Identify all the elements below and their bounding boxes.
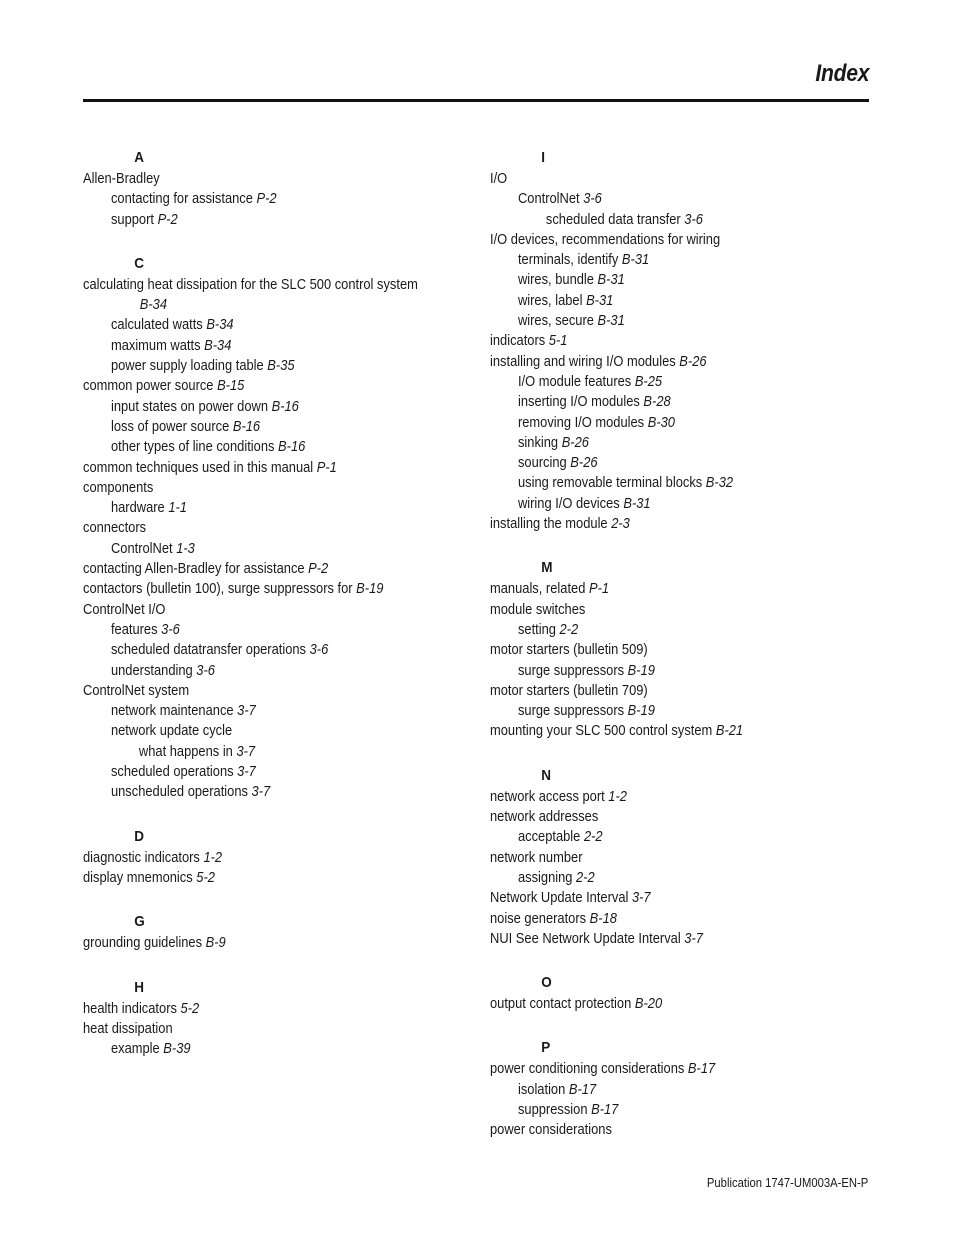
entry-text: display mnemonics bbox=[83, 868, 197, 886]
entry-text: ControlNet I/O bbox=[83, 600, 166, 618]
entry-text: ControlNet bbox=[517, 190, 584, 208]
entry-text: I/O devices, recommendations for wiring bbox=[490, 230, 721, 248]
index-entry bbox=[490, 331, 825, 351]
index-entry bbox=[83, 336, 427, 356]
entry-text: suppression bbox=[517, 1100, 592, 1118]
index-entry bbox=[490, 210, 825, 230]
entry-text: network maintenance bbox=[110, 702, 238, 720]
index-entry bbox=[83, 721, 427, 741]
index-entry bbox=[83, 397, 427, 417]
entry-text: assigning bbox=[517, 868, 577, 886]
entry-text: wires, label bbox=[517, 291, 587, 309]
index-entry bbox=[83, 356, 427, 376]
index-entry bbox=[490, 579, 825, 599]
entry-text: components bbox=[83, 478, 154, 496]
page-reference: B-16 bbox=[232, 417, 261, 435]
index-entry bbox=[83, 762, 427, 782]
page-reference: B-25 bbox=[634, 372, 663, 390]
index-entry bbox=[83, 376, 427, 396]
section-letter: O bbox=[541, 974, 552, 992]
page-reference: B-15 bbox=[217, 377, 245, 395]
index-entry bbox=[490, 494, 825, 514]
page-reference: 5-2 bbox=[196, 868, 215, 886]
index-section bbox=[490, 145, 880, 534]
entry-text: understanding bbox=[110, 661, 197, 679]
page-reference: B-39 bbox=[163, 1040, 191, 1058]
page-reference: B-16 bbox=[271, 397, 299, 415]
entry-text: network update cycle bbox=[110, 722, 233, 740]
index-entry bbox=[490, 620, 825, 640]
page-reference: P-1 bbox=[316, 458, 337, 476]
index-entry bbox=[83, 600, 427, 620]
entry-text: motor starters (bulletin 509) bbox=[490, 641, 648, 659]
index-entry bbox=[490, 413, 825, 433]
index-entry bbox=[490, 1120, 825, 1140]
index-entry bbox=[490, 994, 825, 1014]
index-entry bbox=[83, 579, 427, 599]
page-reference: B-31 bbox=[597, 271, 625, 289]
entry-text: connectors bbox=[83, 519, 147, 537]
entry-text: ControlNet bbox=[110, 539, 177, 557]
page-reference: B-26 bbox=[679, 352, 707, 370]
index-entry bbox=[490, 372, 825, 392]
entry-text: manuals, related bbox=[490, 580, 589, 598]
page-title: Index bbox=[815, 60, 869, 87]
entry-text: grounding guidelines bbox=[83, 934, 206, 952]
index-entry bbox=[83, 848, 427, 868]
section-letter: C bbox=[134, 254, 145, 272]
entry-text: inserting I/O modules bbox=[517, 393, 644, 411]
entry-text: indicators bbox=[490, 332, 549, 350]
page-reference: 1-2 bbox=[608, 787, 627, 805]
index-entry bbox=[490, 189, 825, 209]
index-section bbox=[83, 824, 483, 889]
index-entry bbox=[490, 453, 825, 473]
page-reference: 2-2 bbox=[583, 828, 603, 846]
index-entry bbox=[83, 458, 427, 478]
index-entry bbox=[83, 295, 427, 315]
title-rule bbox=[83, 99, 869, 102]
entry-text: features bbox=[110, 620, 162, 638]
section-letter: P bbox=[541, 1039, 551, 1057]
page-reference: B-30 bbox=[647, 413, 675, 431]
entry-text: contacting for assistance bbox=[110, 190, 257, 208]
index-entry bbox=[83, 999, 427, 1019]
entry-text: scheduled operations bbox=[110, 763, 238, 781]
index-entry bbox=[490, 929, 825, 949]
index-entry bbox=[83, 210, 427, 230]
entry-text: maximum watts bbox=[110, 336, 205, 354]
index-entry bbox=[83, 681, 427, 701]
index-entry bbox=[83, 539, 427, 559]
page-reference: B-32 bbox=[705, 474, 734, 492]
entry-text: health indicators bbox=[83, 999, 181, 1017]
entry-text: NUI See Network Update Interval bbox=[490, 929, 685, 947]
entry-text: loss of power source bbox=[110, 417, 233, 435]
index-entry bbox=[490, 311, 825, 331]
index-entry bbox=[83, 275, 427, 295]
index-section bbox=[83, 251, 483, 803]
page-reference: 2-2 bbox=[576, 868, 595, 886]
entry-text: unscheduled operations bbox=[110, 783, 252, 801]
index-column-left bbox=[83, 145, 483, 1080]
index-entry bbox=[490, 514, 825, 534]
entry-text: noise generators bbox=[490, 909, 590, 927]
index-section bbox=[490, 970, 880, 1014]
page-reference: 5-2 bbox=[180, 999, 200, 1017]
page-reference: B-19 bbox=[356, 580, 384, 598]
entry-text: diagnostic indicators bbox=[83, 848, 204, 866]
page-reference: B-31 bbox=[586, 291, 614, 309]
index-entry bbox=[83, 701, 427, 721]
page-reference: B-16 bbox=[278, 438, 306, 456]
index-entry bbox=[490, 473, 825, 493]
index-entry bbox=[490, 807, 825, 827]
index-entry bbox=[83, 559, 427, 579]
page-reference: P-2 bbox=[157, 210, 178, 228]
section-letter: N bbox=[541, 766, 552, 784]
index-column-right bbox=[490, 145, 880, 1162]
page-reference: B-19 bbox=[627, 661, 655, 679]
entry-text: setting bbox=[517, 620, 560, 638]
page-reference: 3-7 bbox=[236, 742, 256, 760]
page-reference: B-31 bbox=[623, 494, 651, 512]
page-reference: 3-7 bbox=[237, 702, 256, 720]
page-reference: 2-3 bbox=[611, 515, 630, 533]
entry-text: scheduled datatransfer operations bbox=[110, 641, 310, 659]
page-reference: B-34 bbox=[204, 336, 232, 354]
entry-text: sinking bbox=[517, 433, 562, 451]
index-entry bbox=[83, 518, 427, 538]
section-letter: G bbox=[134, 913, 145, 931]
index-entry bbox=[490, 1059, 825, 1079]
index-entry bbox=[490, 433, 825, 453]
index-entry bbox=[490, 721, 825, 741]
index-entry bbox=[83, 620, 427, 640]
page-reference: B-35 bbox=[267, 357, 295, 375]
index-entry bbox=[490, 827, 825, 847]
index-entry bbox=[490, 848, 825, 868]
page-reference: 2-2 bbox=[559, 620, 579, 638]
entry-text: other types of line conditions bbox=[110, 438, 279, 456]
index-entry bbox=[83, 933, 427, 953]
page-reference: 3-6 bbox=[583, 190, 602, 208]
index-entry bbox=[490, 250, 825, 270]
entry-text: motor starters (bulletin 709) bbox=[490, 681, 648, 699]
index-entry bbox=[490, 868, 825, 888]
entry-text: heat dissipation bbox=[83, 1019, 173, 1037]
index-entry bbox=[83, 315, 427, 335]
index-entry bbox=[83, 189, 427, 209]
entry-text: wires, bundle bbox=[517, 271, 598, 289]
entry-text: contacting Allen-Bradley for assistance bbox=[83, 560, 309, 578]
page-reference: 3-6 bbox=[309, 641, 329, 659]
index-entry bbox=[490, 230, 825, 250]
entry-text: what happens in bbox=[138, 742, 237, 760]
section-letter: A bbox=[134, 149, 145, 166]
entry-text: hardware bbox=[110, 499, 169, 517]
index-section bbox=[83, 909, 483, 953]
index-entry bbox=[83, 868, 427, 888]
page-reference: B-17 bbox=[687, 1060, 716, 1078]
entry-text: example bbox=[110, 1040, 164, 1058]
entry-text: support bbox=[110, 210, 158, 228]
page-reference: B-26 bbox=[561, 433, 589, 451]
page-reference: B-28 bbox=[643, 393, 671, 411]
index-entry bbox=[490, 787, 825, 807]
entry-text: output contact protection bbox=[490, 995, 635, 1013]
index-entry bbox=[490, 909, 825, 929]
entry-text: using removable terminal blocks bbox=[517, 474, 706, 492]
index-entry bbox=[83, 437, 427, 457]
entry-text: common power source bbox=[83, 377, 218, 395]
page-reference: 3-6 bbox=[684, 210, 703, 228]
entry-text: network number bbox=[490, 848, 583, 866]
entry-text: Allen-Bradley bbox=[83, 170, 160, 187]
index-section bbox=[490, 763, 880, 949]
index-entry bbox=[490, 1080, 825, 1100]
entry-text: sourcing bbox=[517, 454, 571, 472]
entry-text: scheduled data transfer bbox=[545, 210, 685, 228]
index-entry bbox=[490, 352, 825, 372]
page-reference: B-31 bbox=[597, 312, 625, 330]
page-reference: 3-6 bbox=[196, 661, 215, 679]
page-reference: B-18 bbox=[589, 909, 617, 927]
publication-footer: Publication 1747-UM003A-EN-P bbox=[706, 1176, 868, 1190]
entry-text: wiring I/O devices bbox=[517, 494, 624, 512]
index-entry bbox=[490, 392, 825, 412]
entry-text: network addresses bbox=[490, 808, 599, 826]
page-reference: B-19 bbox=[627, 702, 655, 720]
index-section bbox=[490, 555, 880, 741]
index-entry bbox=[490, 681, 825, 701]
index-section bbox=[490, 1035, 880, 1140]
page-reference: B-20 bbox=[634, 995, 663, 1013]
section-letter: I bbox=[541, 149, 546, 166]
entry-text: I/O bbox=[490, 170, 508, 187]
entry-text: input states on power down bbox=[110, 397, 272, 415]
index-entry bbox=[490, 1100, 825, 1120]
entry-text: power supply loading table bbox=[110, 357, 268, 375]
entry-text: calculated watts bbox=[110, 316, 207, 334]
index-entry bbox=[83, 782, 427, 802]
page-reference: 3-7 bbox=[237, 763, 256, 781]
entry-text: acceptable bbox=[517, 828, 584, 846]
page-reference: B-31 bbox=[621, 251, 650, 269]
index-entry bbox=[83, 478, 427, 498]
page-reference: B-17 bbox=[591, 1100, 619, 1118]
index-entry bbox=[83, 742, 427, 762]
page-reference: B-26 bbox=[570, 454, 598, 472]
index-entry bbox=[83, 1039, 427, 1059]
entry-text: module switches bbox=[490, 600, 586, 618]
entry-text: terminals, identify bbox=[517, 251, 622, 269]
entry-text: ControlNet system bbox=[83, 681, 190, 699]
index-entry bbox=[83, 417, 427, 437]
page-reference: 3-7 bbox=[251, 783, 271, 801]
index-entry bbox=[490, 600, 825, 620]
index-entry bbox=[490, 888, 825, 908]
page-reference: P-1 bbox=[588, 580, 610, 598]
entry-text: surge suppressors bbox=[517, 661, 628, 679]
index-section bbox=[83, 975, 483, 1060]
entry-text: contactors (bulletin 100), surge suppressors for bbox=[83, 580, 357, 598]
page-reference: B-17 bbox=[568, 1080, 597, 1098]
entry-text: power considerations bbox=[490, 1121, 612, 1139]
page-reference: 3-7 bbox=[684, 929, 703, 947]
entry-text: isolation bbox=[517, 1080, 569, 1098]
index-entry bbox=[490, 640, 825, 660]
page-reference: 5-1 bbox=[548, 332, 568, 350]
page-reference: 3-7 bbox=[631, 889, 651, 907]
page-reference: 1-2 bbox=[203, 848, 223, 866]
section-letter: D bbox=[134, 827, 145, 845]
entry-text: installing and wiring I/O modules bbox=[490, 352, 680, 370]
index-entry bbox=[83, 661, 427, 681]
entry-text: removing I/O modules bbox=[517, 413, 648, 431]
page-reference: B-34 bbox=[206, 316, 234, 334]
entry-text: I/O module features bbox=[517, 372, 635, 390]
index-entry bbox=[490, 291, 825, 311]
entry-text: mounting your SLC 500 control system bbox=[490, 722, 716, 740]
page-reference: 1-3 bbox=[176, 539, 195, 557]
index-entry bbox=[83, 640, 427, 660]
index-entry bbox=[83, 498, 427, 518]
entry-text: surge suppressors bbox=[517, 702, 628, 720]
section-letter: M bbox=[541, 559, 553, 577]
index-entry bbox=[490, 701, 825, 721]
entry-text: common techniques used in this manual bbox=[83, 458, 317, 476]
index-entry bbox=[83, 1019, 427, 1039]
index-entry bbox=[490, 270, 825, 290]
entry-text: power conditioning considerations bbox=[490, 1060, 688, 1078]
page-reference: B-34 bbox=[139, 296, 168, 314]
entry-text: installing the module bbox=[490, 515, 612, 533]
index-entry bbox=[83, 169, 427, 189]
page-reference: 3-6 bbox=[161, 620, 180, 638]
entry-text: network access port bbox=[490, 787, 609, 805]
page-reference: P-2 bbox=[308, 560, 329, 578]
index-entry bbox=[490, 169, 825, 189]
entry-text: Network Update Interval bbox=[490, 889, 632, 907]
index-entry bbox=[490, 661, 825, 681]
section-letter: H bbox=[134, 978, 145, 996]
entry-text: calculating heat dissipation for the SLC 500 control system bbox=[83, 275, 418, 293]
page-reference: 1-1 bbox=[168, 499, 187, 517]
entry-text: wires, secure bbox=[517, 312, 598, 330]
page-reference: B-21 bbox=[715, 722, 744, 740]
index-section bbox=[83, 145, 483, 230]
page-reference: B-9 bbox=[205, 934, 226, 952]
page-reference: P-2 bbox=[256, 190, 277, 208]
